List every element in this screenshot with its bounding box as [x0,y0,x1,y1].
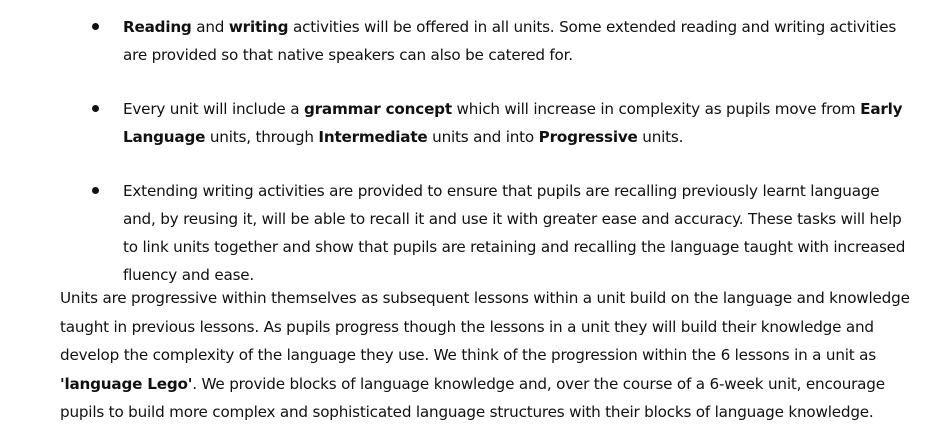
bullet-dot [92,23,99,30]
bullet-item-extending-writing [123,177,913,289]
text-run: Extending writing activities are provided to ensure that pupils are recalling previously learnt language and, by reusing it, will be able to recall it and use it with greater ease and accuracy. These tasks will help to link units together and show that pupils are retaining and recalling the language taught with increased fluency and ease. [123,182,906,284]
text-run: . We provide blocks of language knowledge and, over the course of a 6-week unit, encourage pupils to build more complex and sophisticated language structures with their blocks of language knowledge. [60,374,885,422]
bullet-item-reading-writing [123,13,913,69]
bold-term: Intermediate [318,128,428,146]
bullet-text [123,18,896,64]
body-paragraph-progression [60,284,930,427]
bold-term: 'language Lego' [60,374,193,393]
bullet-text [123,100,902,146]
text-run: activities will be offered in all units. Some extended reading and writing activities are provided so that native speakers can also be catered for. [123,18,897,64]
bold-term: grammar concept [303,100,452,118]
bold-term: Progressive [538,128,638,146]
text-run: and [191,18,229,36]
bold-term: Reading [123,18,192,36]
text-run: which will increase in complexity as pupils move from [451,100,861,118]
bullet-dot [92,187,99,194]
bullet-text [123,182,905,284]
text-run: units. [637,128,684,146]
bullet-item-grammar-concept [123,95,913,151]
bullet-dot [92,105,99,112]
bold-term: Early Language [123,100,903,146]
text-run: Every unit will include a [123,100,304,118]
bold-term: writing [228,18,289,36]
text-run: Units are progressive within themselves as subsequent lessons within a unit build on the language and knowledge taught in previous lessons. As pupils progress though the lessons in a unit they will build their knowledge and develop the complexity of the language they use. We think of the progression within the 6 lessons in a unit as [60,289,910,365]
text-run: units, through [205,128,319,146]
text-run: units and into [427,128,539,146]
